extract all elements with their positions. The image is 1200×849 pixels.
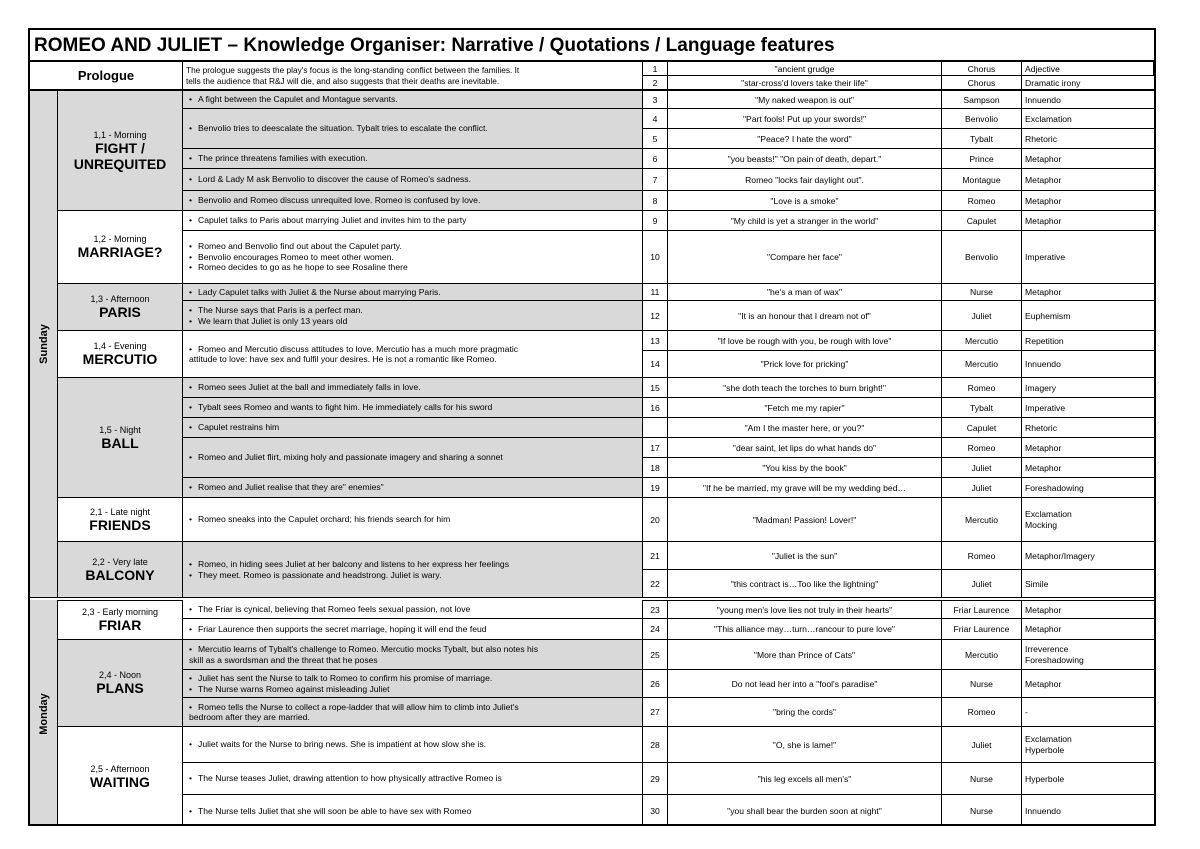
quote-speaker: Tybalt	[942, 398, 1022, 418]
event-text: • Romeo and Mercutio discuss attitudes to love. Mercutio has a much more pragmatic	[197, 344, 642, 355]
day-label-sunday: Sunday	[37, 324, 50, 364]
quote-number: 14	[643, 351, 668, 378]
quote-speaker: Chorus	[942, 76, 1022, 91]
event-text: skill as a swordsman and the threat that he poses	[189, 654, 378, 665]
quote-row	[643, 478, 1156, 498]
event-text: • Romeo decides to go as he hope to see Rosaline there	[197, 262, 642, 273]
quote-feature-2: Foreshadowing	[1025, 654, 1084, 665]
quote-number: 2	[643, 76, 668, 91]
quote-feature-2: Hyperbole	[1025, 744, 1065, 755]
quote-speaker: Benvolio	[942, 231, 1022, 284]
quote-row	[643, 169, 1156, 191]
quote-speaker: Juliet	[942, 458, 1022, 478]
section-friar	[58, 600, 183, 640]
quote-feature: Imperative	[1022, 231, 1156, 284]
quote-row	[643, 570, 1156, 598]
event-text: • The Friar is cynical, believing that Romeo feels sexual passion, not love	[197, 604, 642, 615]
quote-speaker: Capulet	[942, 418, 1022, 438]
quote-number: 18	[643, 458, 668, 478]
quote-feature: Innuendo	[1022, 795, 1156, 826]
event-cell	[183, 670, 643, 698]
quote-text: "she doth teach the torches to burn bright!"	[668, 378, 942, 398]
quote-speaker: Montague	[942, 169, 1022, 191]
quote-feature: -	[1022, 698, 1156, 727]
quote-row	[643, 378, 1156, 398]
quote-row	[643, 211, 1156, 231]
day-monday	[30, 600, 58, 826]
event-text: • Mercutio learns of Tybalt's challenge to Romeo. Mercutio mocks Tybalt, but also notes his	[197, 644, 642, 655]
page-title: ROMEO AND JULIET – Knowledge Organiser: Narrative / Quotations / Language features	[30, 30, 1154, 62]
quote-speaker: Juliet	[942, 478, 1022, 498]
quote-speaker: Mercutio	[942, 351, 1022, 378]
quote-speaker: Capulet	[942, 211, 1022, 231]
event-text: • Romeo and Juliet flirt, mixing holy and passionate imagery and sharing a sonnet	[197, 452, 642, 463]
quote-text: "Part fools! Put up your swords!"	[668, 109, 942, 129]
event-text: • Benvolio tries to deescalate the situation. Tybalt tries to escalate the conflict.	[197, 123, 642, 134]
event-text: • The Nurse teases Juliet, drawing attention to how physically attractive Romeo is	[197, 773, 642, 784]
quote-number: 6	[643, 149, 668, 169]
event-cell	[183, 301, 643, 331]
event-text: • Benvolio and Romeo discuss unrequited love. Romeo is confused by love.	[197, 195, 642, 206]
event-text: attitude to love: have sex and fulfil your desires. He is not a romantic like Romeo.	[189, 354, 497, 364]
quote-number: 13	[643, 331, 668, 351]
quote-feature: Rhetoric	[1022, 129, 1156, 149]
quote-number: 11	[643, 284, 668, 301]
quote-feature-1: Irreverence	[1025, 643, 1069, 654]
quote-feature-1: Exclamation	[1025, 508, 1072, 519]
event-text: • Capulet talks to Paris about marrying Juliet and invites him to the party	[197, 215, 642, 226]
quote-row	[643, 458, 1156, 478]
event-text: • Capulet restrains him	[197, 422, 642, 433]
event-text: • Romeo, in hiding sees Juliet at her balcony and listens to her express her feelings	[197, 559, 642, 570]
quote-text: Do not lead her into a "fool's paradise"	[668, 670, 942, 698]
event-cell	[183, 498, 643, 542]
prologue-row	[30, 62, 1154, 91]
event-cell	[183, 478, 643, 498]
section-title: BALL	[101, 434, 139, 451]
quote-feature: Exclamation	[1022, 109, 1156, 129]
section-waiting	[58, 727, 183, 826]
quote-number: 19	[643, 478, 668, 498]
quote-feature-2: Mocking	[1025, 519, 1057, 530]
quote-feature	[1022, 727, 1156, 763]
event-cell	[183, 418, 643, 438]
quote-speaker: Nurse	[942, 284, 1022, 301]
event-text: • Romeo and Benvolio find out about the Capulet party.	[197, 241, 642, 252]
quote-text: "My child is yet a stranger in the world"	[668, 211, 942, 231]
quote-number: 27	[643, 698, 668, 727]
quote-row	[643, 498, 1156, 542]
event-cell	[183, 600, 643, 619]
section-title-line-2: UNREQUITED	[73, 155, 167, 172]
quote-row	[643, 795, 1156, 826]
quote-text: "O, she is lame!"	[668, 727, 942, 763]
quote-row	[643, 542, 1156, 570]
event-cell	[183, 91, 643, 109]
section-time: 2,4 - Noon	[98, 670, 142, 680]
quote-text: "You kiss by the book"	[668, 458, 942, 478]
section-plans	[58, 640, 183, 727]
quote-text: "bring the cords"	[668, 698, 942, 727]
quote-number: 24	[643, 619, 668, 640]
section-time: 1,1 - Morning	[93, 129, 147, 140]
quote-row	[643, 91, 1156, 109]
quote-speaker: Mercutio	[942, 498, 1022, 542]
quote-speaker: Juliet	[942, 727, 1022, 763]
event-text: • The Nurse tells Juliet that she will soon be able to have sex with Romeo	[197, 806, 642, 817]
quote-row	[643, 438, 1156, 458]
quote-text: "My naked weapon is out"	[668, 91, 942, 109]
quote-speaker: Nurse	[942, 763, 1022, 795]
event-cell	[183, 149, 643, 169]
quote-text: "Juliet is the sun"	[668, 542, 942, 570]
quote-number: 3	[643, 91, 668, 109]
quote-number: 22	[643, 570, 668, 598]
event-cell	[183, 191, 643, 211]
quote-feature: Metaphor	[1022, 670, 1156, 698]
event-cell	[183, 331, 643, 378]
quote-speaker: Romeo	[942, 191, 1022, 211]
quote-text: "ancient grudge	[668, 62, 942, 76]
quote-feature: Metaphor	[1022, 169, 1156, 191]
section-title: MERCUTIO	[82, 351, 158, 367]
quote-number: 5	[643, 129, 668, 149]
quote-row	[643, 619, 1156, 640]
event-text: • Romeo sneaks into the Capulet orchard; his friends search for him	[197, 514, 642, 525]
section-mercutio	[58, 331, 183, 378]
quote-text: "It is an honour that I dream not of"	[668, 301, 942, 331]
quote-text: "Madman! Passion! Lover!"	[668, 498, 942, 542]
quote-number: 28	[643, 727, 668, 763]
organiser-body	[30, 91, 1156, 826]
event-text: • Lady Capulet talks with Juliet & the Nurse about marrying Paris.	[197, 287, 642, 298]
quote-number: 17	[643, 438, 668, 458]
event-text: • The Nurse says that Paris is a perfect man.	[197, 305, 642, 316]
quote-speaker: Sampson	[942, 91, 1022, 109]
quote-feature: Metaphor/Imagery	[1022, 542, 1156, 570]
quote-feature: Simile	[1022, 570, 1156, 598]
event-cell	[183, 795, 643, 826]
quote-feature: Metaphor	[1022, 284, 1156, 301]
quote-speaker: Friar Laurence	[942, 600, 1022, 619]
quote-text: "young men's love lies not truly in their hearts"	[668, 600, 942, 619]
quote-row	[643, 670, 1156, 698]
quote-number: 16	[643, 398, 668, 418]
quote-speaker: Prince	[942, 149, 1022, 169]
quote-number: 23	[643, 600, 668, 619]
section-time: 2,3 - Early morning	[81, 607, 159, 617]
quote-text: "you shall bear the burden soon at night"	[668, 795, 942, 826]
quote-row	[643, 351, 1156, 378]
quote-feature: Dramatic irony	[1022, 76, 1154, 91]
quote-number: 30	[643, 795, 668, 826]
event-cell	[183, 231, 643, 284]
section-title: FRIENDS	[89, 516, 151, 533]
quote-row	[643, 109, 1156, 129]
section-time: 2,5 - Afternoon	[90, 764, 150, 774]
quote-feature: Euphemism	[1022, 301, 1156, 331]
quote-text: "this contract is…Too like the lightning"	[668, 570, 942, 598]
section-time: 2,1 - Late night	[89, 506, 151, 517]
event-cell	[183, 763, 643, 795]
event-text: bedroom after they are married.	[189, 712, 310, 722]
quote-number: 4	[643, 109, 668, 129]
event-text: • Benvolio encourages Romeo to meet other women.	[197, 252, 642, 263]
section-title: FIGHT /	[95, 139, 145, 156]
quote-row	[643, 331, 1156, 351]
quote-number: 7	[643, 169, 668, 191]
section-friends	[58, 498, 183, 542]
quote-row	[643, 231, 1156, 284]
quote-text: Romeo "locks fair daylight out".	[668, 169, 942, 191]
quote-row	[643, 698, 1156, 727]
quote-number: 12	[643, 301, 668, 331]
event-text: • The Nurse warns Romeo against misleading Juliet	[197, 684, 642, 695]
quote-feature: Innuendo	[1022, 351, 1156, 378]
quote-text: "his leg excels all men's"	[668, 763, 942, 795]
prologue-desc-line-1: The prologue suggests the play's focus is the long-standing conflict between the families. It	[186, 64, 520, 75]
event-cell	[183, 640, 643, 670]
quote-text: "If love be rough with you, be rough with love"	[668, 331, 942, 351]
section-balcony	[58, 542, 183, 598]
quote-text: "star-cross'd lovers take their life"	[668, 76, 942, 91]
event-cell	[183, 438, 643, 478]
event-cell	[183, 284, 643, 301]
quote-feature: Foreshadowing	[1022, 478, 1156, 498]
quote-speaker: Chorus	[942, 62, 1022, 76]
quote-number: 10	[643, 231, 668, 284]
quote-speaker: Romeo	[942, 378, 1022, 398]
quote-text: "you beasts!" "On pain of death, depart."	[668, 149, 942, 169]
quote-feature: Metaphor	[1022, 211, 1156, 231]
event-text: • Romeo sees Juliet at the ball and immediately falls in love.	[197, 382, 642, 393]
section-fight	[58, 91, 183, 211]
quote-text: "Prick love for pricking"	[668, 351, 942, 378]
quote-text: "Love is a smoke"	[668, 191, 942, 211]
day-sunday	[30, 91, 58, 598]
section-ball	[58, 378, 183, 498]
event-text: • Friar Laurence then supports the secret marriage, hoping it will end the feud	[197, 624, 642, 635]
knowledge-organiser	[28, 28, 1156, 826]
quote-number: 21	[643, 542, 668, 570]
quote-speaker: Benvolio	[942, 109, 1022, 129]
event-text: • We learn that Juliet is only 13 years old	[197, 316, 642, 327]
quote-feature: Metaphor	[1022, 149, 1156, 169]
quote-feature: Metaphor	[1022, 619, 1156, 640]
event-text: • Juliet waits for the Nurse to bring news. She is impatient at how slow she is.	[197, 739, 642, 750]
quote-speaker: Mercutio	[942, 640, 1022, 670]
quote-feature: Imperative	[1022, 398, 1156, 418]
prologue-label: Prologue	[30, 62, 183, 91]
quote-text: "he's a man of wax"	[668, 284, 942, 301]
quote-feature	[1022, 498, 1156, 542]
event-cell	[183, 619, 643, 640]
quote-feature: Rhetoric	[1022, 418, 1156, 438]
quote-speaker: Romeo	[942, 698, 1022, 727]
section-title: WAITING	[90, 774, 150, 790]
quote-feature: Adjective	[1022, 62, 1154, 76]
quote-text: "Peace? I hate the word"	[668, 129, 942, 149]
section-time: 1,2 - Morning	[93, 234, 147, 244]
section-title: PARIS	[99, 304, 141, 320]
section-title: MARRIAGE?	[77, 244, 163, 260]
quote-speaker: Romeo	[942, 438, 1022, 458]
event-cell	[183, 727, 643, 763]
quote-row	[643, 284, 1156, 301]
event-cell	[183, 169, 643, 191]
prologue-description	[183, 62, 643, 91]
event-cell	[183, 698, 643, 727]
event-cell	[183, 398, 643, 418]
event-text: • A fight between the Capulet and Montague servants.	[197, 94, 642, 105]
quote-row	[643, 191, 1156, 211]
section-title: BALCONY	[85, 566, 155, 583]
quote-number: 20	[643, 498, 668, 542]
quote-row	[643, 763, 1156, 795]
event-text: • Romeo and Juliet realise that they are" enemies"	[197, 482, 642, 493]
quote-text: "More than Prince of Cats"	[668, 640, 942, 670]
quote-feature: Metaphor	[1022, 191, 1156, 211]
quote-row	[643, 640, 1156, 670]
prologue-desc-line-2: tells the audience that R&J will die, and also suggests that their deaths are inevitable.	[186, 75, 500, 86]
quote-row	[643, 301, 1156, 331]
quote-text: "Am I the master here, or you?"	[668, 418, 942, 438]
quote-row	[643, 149, 1156, 169]
quote-speaker: Juliet	[942, 570, 1022, 598]
quote-text: "Compare her face"	[668, 231, 942, 284]
section-time: 1,3 - Afternoon	[90, 294, 150, 304]
section-time: 2,2 - Very late	[92, 556, 148, 567]
event-text: • Juliet has sent the Nurse to talk to Romeo to confirm his promise of marriage.	[197, 673, 642, 684]
quote-number: 8	[643, 191, 668, 211]
event-text: • The prince threatens families with execution.	[197, 153, 642, 164]
event-text: • They meet. Romeo is passionate and headstrong. Juliet is wary.	[197, 570, 642, 581]
quote-row	[643, 600, 1156, 619]
section-time: 1,5 - Night	[99, 424, 141, 435]
quote-number: 15	[643, 378, 668, 398]
quote-speaker: Friar Laurence	[942, 619, 1022, 640]
event-cell	[183, 378, 643, 398]
event-text: • Romeo tells the Nurse to collect a rope-ladder that will allow him to climb into Juliet's	[197, 702, 642, 713]
quote-text: "If he be married, my grave will be my wedding bed…	[668, 478, 942, 498]
quote-number: 25	[643, 640, 668, 670]
quote-number: 9	[643, 211, 668, 231]
section-marriage	[58, 211, 183, 284]
section-title: FRIAR	[98, 617, 142, 633]
quote-text: "Fetch me my rapier"	[668, 398, 942, 418]
day-label-monday: Monday	[37, 692, 50, 735]
section-paris	[58, 284, 183, 331]
quote-row	[643, 398, 1156, 418]
quote-number: 26	[643, 670, 668, 698]
quote-feature: Metaphor	[1022, 458, 1156, 478]
event-cell	[183, 109, 643, 149]
section-time: 1,4 - Evening	[93, 341, 147, 351]
event-text: • Lord & Lady M ask Benvolio to discover the cause of Romeo's sadness.	[197, 174, 642, 185]
quote-speaker: Romeo	[942, 542, 1022, 570]
quote-speaker: Juliet	[942, 301, 1022, 331]
section-title: PLANS	[96, 680, 144, 696]
quote-speaker: Nurse	[942, 670, 1022, 698]
quote-feature: Innuendo	[1022, 91, 1156, 109]
quote-text: "This alliance may…turn…rancour to pure love"	[668, 619, 942, 640]
quote-text: "dear saint, let lips do what hands do"	[668, 438, 942, 458]
event-text: • Tybalt sees Romeo and wants to fight him. He immediately calls for his sword	[197, 402, 642, 413]
quote-speaker: Nurse	[942, 795, 1022, 826]
quote-number	[643, 418, 668, 438]
quote-row	[643, 129, 1156, 149]
quote-feature	[1022, 640, 1156, 670]
quote-feature: Metaphor	[1022, 600, 1156, 619]
quote-number: 1	[643, 62, 668, 76]
quote-speaker: Tybalt	[942, 129, 1022, 149]
quote-feature: Metaphor	[1022, 438, 1156, 458]
quote-row	[643, 727, 1156, 763]
event-cell	[183, 211, 643, 231]
event-cell	[183, 542, 643, 598]
quote-row	[643, 418, 1156, 438]
quote-feature: Hyperbole	[1022, 763, 1156, 795]
quote-speaker: Mercutio	[942, 331, 1022, 351]
quote-feature-1: Exclamation	[1025, 733, 1072, 744]
quote-number: 29	[643, 763, 668, 795]
quote-feature: Imagery	[1022, 378, 1156, 398]
quote-feature: Repetition	[1022, 331, 1156, 351]
